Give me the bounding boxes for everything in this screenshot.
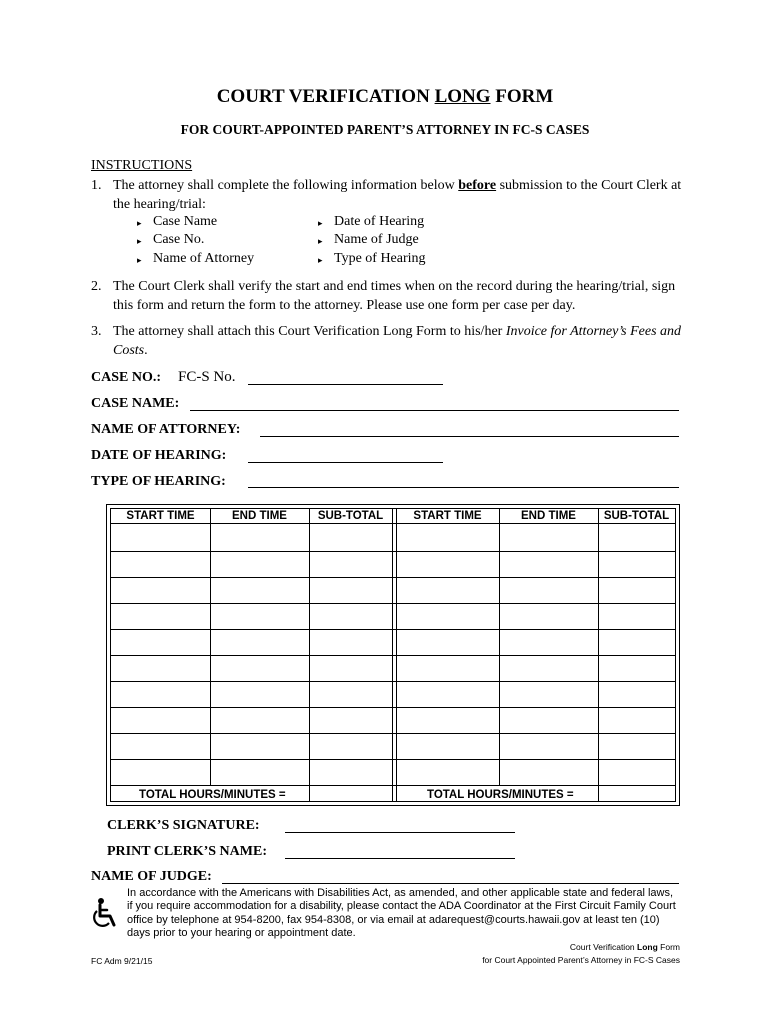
time-entry-cell[interactable]: [499, 655, 598, 681]
time-entry-cell[interactable]: [309, 759, 392, 785]
instruction-1: [91, 177, 691, 214]
time-entry-cell[interactable]: [210, 759, 309, 785]
case-no-label: CASE NO.:: [91, 370, 162, 385]
case-no-prefix: FC-S No.: [178, 369, 236, 385]
bullet-case-name: ▸ Case Name: [153, 213, 217, 232]
time-table: [106, 504, 680, 806]
time-entry-cell[interactable]: [499, 629, 598, 655]
ada-line-4: days prior to your hearing or appointment date.: [127, 927, 356, 940]
instruction-1-text-end: submission to the Court Clerk at the hearing/trial:: [113, 178, 682, 212]
time-entry-cell[interactable]: [210, 681, 309, 707]
time-entry-cell[interactable]: [210, 707, 309, 733]
title-underlined: LONG: [434, 86, 491, 107]
time-entry-cell[interactable]: [598, 733, 675, 759]
time-entry-cell[interactable]: [210, 655, 309, 681]
time-entry-cell[interactable]: [210, 733, 309, 759]
time-entry-cell[interactable]: [309, 681, 392, 707]
time-entry-cell[interactable]: [111, 551, 210, 577]
time-entry-cell[interactable]: [396, 577, 499, 603]
time-entry-cell[interactable]: [210, 523, 309, 551]
header-start-time-2: START TIME: [413, 510, 482, 522]
time-entry-cell[interactable]: [396, 551, 499, 577]
wheelchair-icon: [89, 897, 119, 931]
time-entry-cell[interactable]: [598, 707, 675, 733]
attorney-label: NAME OF ATTORNEY:: [91, 422, 241, 437]
header-start-time-1: START TIME: [126, 510, 195, 522]
time-entry-cell[interactable]: [210, 629, 309, 655]
instruction-1-number: 1.: [91, 178, 102, 193]
time-entry-cell[interactable]: [111, 629, 210, 655]
time-entry-cell[interactable]: [309, 523, 392, 551]
time-entry-cell[interactable]: [598, 681, 675, 707]
footer-form-name-bold: Long: [637, 942, 658, 952]
bullet-attorney: ▸ Name of Attorney: [153, 250, 254, 269]
type-label: TYPE OF HEARING:: [91, 474, 226, 489]
time-entry-cell[interactable]: [210, 603, 309, 629]
instruction-1-emphasis: before: [458, 178, 497, 193]
time-entry-cell[interactable]: [111, 523, 210, 551]
time-entry-cell[interactable]: [598, 629, 675, 655]
clerk-signature-label: CLERK’S SIGNATURE:: [107, 818, 260, 833]
time-entry-cell[interactable]: [396, 629, 499, 655]
total-label-2: TOTAL HOURS/MINUTES =: [427, 789, 574, 801]
footer-form-name: [570, 941, 680, 953]
time-entry-cell[interactable]: [210, 577, 309, 603]
judge-field[interactable]: [222, 883, 679, 884]
time-entry-cell[interactable]: [111, 759, 210, 785]
time-entry-cell[interactable]: [598, 603, 675, 629]
time-entry-cell[interactable]: [598, 655, 675, 681]
bullet-date: ▸ Date of Hearing: [334, 213, 424, 232]
time-entry-cell[interactable]: [499, 733, 598, 759]
header-end-time-1: END TIME: [232, 510, 287, 522]
ada-line-2: if you require accommodation for a disability, please contact the ADA Coordinator at the First Circuit Family Court: [127, 900, 676, 913]
time-entry-cell[interactable]: [598, 551, 675, 577]
time-entry-cell[interactable]: [499, 551, 598, 577]
time-entry-cell[interactable]: [309, 629, 392, 655]
instruction-2-number: 2.: [91, 279, 102, 294]
judge-label: NAME OF JUDGE:: [91, 869, 212, 884]
time-entry-cell[interactable]: [309, 577, 392, 603]
instruction-3: [91, 323, 691, 360]
time-entry-cell[interactable]: [111, 681, 210, 707]
time-entry-cell[interactable]: [396, 523, 499, 551]
case-no-field[interactable]: [248, 384, 443, 385]
time-entry-cell[interactable]: [111, 655, 210, 681]
footer-form-name-end: Form: [657, 942, 680, 952]
time-entry-cell[interactable]: [499, 603, 598, 629]
title-part-end: FORM: [490, 86, 554, 107]
date-label: DATE OF HEARING:: [91, 448, 227, 463]
time-entry-cell[interactable]: [111, 707, 210, 733]
attorney-field[interactable]: [260, 436, 679, 437]
header-subtotal-2: SUB-TOTAL: [603, 510, 670, 522]
title-part: COURT VERIFICATION: [216, 86, 435, 107]
time-entry-cell[interactable]: [396, 655, 499, 681]
time-entry-cell[interactable]: [309, 707, 392, 733]
clerk-name-field[interactable]: [285, 858, 515, 859]
date-field[interactable]: [248, 462, 443, 463]
time-entry-cell[interactable]: [499, 759, 598, 785]
ada-line-3: office by telephone at 954-8200, fax 954-8308, or via email at adarequest@courts.hawaii.gov at least ten (10): [127, 913, 660, 926]
footer-form-desc: for Court Appointed Parent’s Attorney in FC-S Cases: [482, 955, 680, 965]
instruction-1-text: The attorney shall complete the following information below: [113, 178, 459, 193]
time-entry-cell[interactable]: [598, 523, 675, 551]
time-entry-cell[interactable]: [499, 681, 598, 707]
instruction-3-italic: Invoice for Attorney’s Fees and Costs: [113, 324, 682, 358]
time-entry-cell[interactable]: [111, 603, 210, 629]
time-entry-cell[interactable]: [111, 577, 210, 603]
time-entry-cell[interactable]: [396, 603, 499, 629]
time-entry-cell[interactable]: [396, 681, 499, 707]
time-entry-cell[interactable]: [396, 759, 499, 785]
time-entry-cell[interactable]: [309, 655, 392, 681]
bullet-case-no: ▸ Case No.: [153, 231, 204, 250]
header-end-time-2: END TIME: [521, 510, 576, 522]
clerk-name-label: PRINT CLERK’S NAME:: [107, 844, 267, 859]
instruction-3-text: The attorney shall attach this Court Verification Long Form to his/her: [113, 324, 506, 339]
type-field[interactable]: [248, 487, 679, 488]
time-entry-cell[interactable]: [598, 577, 675, 603]
total-label-1: TOTAL HOURS/MINUTES =: [139, 789, 286, 801]
time-entry-cell[interactable]: [309, 733, 392, 759]
bullet-judge: ▸ Name of Judge: [334, 231, 419, 250]
footer-form-id: FC Adm 9/21/15: [91, 956, 153, 966]
time-entry-cell[interactable]: [309, 551, 392, 577]
form-title: [0, 86, 770, 108]
bullet-type: ▸ Type of Hearing: [334, 250, 426, 269]
form-subtitle: FOR COURT-APPOINTED PARENT’S ATTORNEY IN FC-S CASES: [180, 122, 590, 137]
ada-notice: [127, 887, 683, 941]
time-entry-cell[interactable]: [396, 707, 499, 733]
header-subtotal-1: SUB-TOTAL: [317, 510, 384, 522]
time-entry-cell[interactable]: [309, 603, 392, 629]
ada-line-1: In accordance with the Americans with Disabilities Act, as amended, and other applicable state and federal laws,: [127, 887, 674, 899]
total-cell[interactable]: [309, 785, 392, 801]
total-cell[interactable]: [598, 785, 675, 801]
instruction-3-text-end: .: [144, 342, 148, 358]
time-entry-cell[interactable]: [499, 577, 598, 603]
table-divider-line: [392, 509, 393, 801]
time-table-inner: [110, 508, 676, 802]
time-entry-cell[interactable]: [210, 551, 309, 577]
instruction-2-text: The Court Clerk shall verify the start and end times when on the record during the hearing/trial, sign this form and return the form to the attorney. Please use one form per case per day.: [113, 279, 676, 313]
instruction-3-number: 3.: [91, 324, 102, 339]
instructions-heading: INSTRUCTIONS: [91, 158, 193, 173]
time-entry-cell[interactable]: [598, 759, 675, 785]
time-entry-cell[interactable]: [499, 523, 598, 551]
case-name-field[interactable]: [190, 410, 679, 411]
footer-form-name-part: Court Verification: [569, 942, 638, 952]
time-entry-cell[interactable]: [111, 733, 210, 759]
time-entry-cell[interactable]: [396, 733, 499, 759]
time-entry-cell[interactable]: [499, 707, 598, 733]
case-name-label: CASE NAME:: [91, 396, 180, 411]
instruction-2: [91, 278, 691, 315]
clerk-signature-field[interactable]: [285, 832, 515, 833]
table-row-line: [111, 785, 675, 786]
